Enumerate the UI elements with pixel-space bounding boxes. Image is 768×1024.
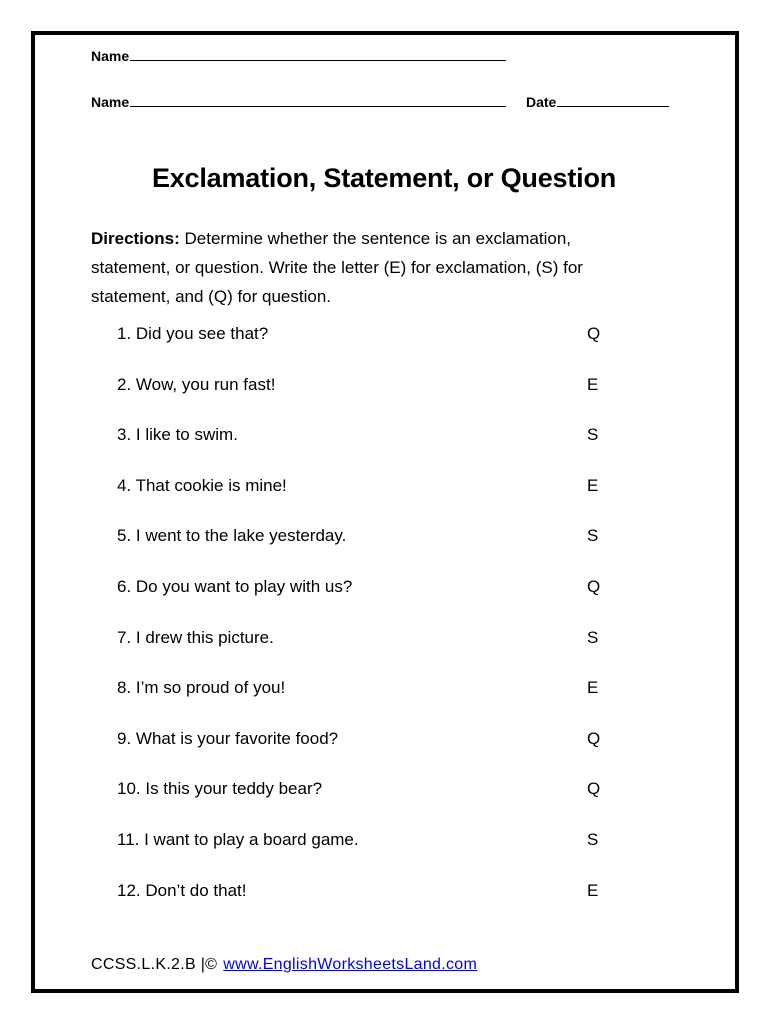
directions-label: Directions: <box>91 229 180 248</box>
question-row <box>117 322 617 346</box>
answer-letter: E <box>587 881 599 900</box>
answer-letter: Q <box>587 779 601 798</box>
question-row <box>117 727 617 751</box>
question-row <box>117 828 617 852</box>
question-row <box>117 474 617 498</box>
answer-letter: S <box>587 526 599 545</box>
question-text: 3. I like to swim. <box>117 425 238 444</box>
website-link[interactable]: www.EnglishWorksheetsLand.com <box>223 956 478 973</box>
answer-letter: E <box>587 678 599 697</box>
standard-code: CCSS.L.K.2.B |© <box>91 956 218 973</box>
answer-letter: E <box>587 476 599 495</box>
answer-letter: Q <box>587 729 601 748</box>
question-text: 12. Don’t do that! <box>117 881 247 900</box>
question-text: 4. That cookie is mine! <box>117 476 287 495</box>
name-blank[interactable] <box>130 94 506 107</box>
answer-letter: E <box>587 375 599 394</box>
name-line-1 <box>91 48 506 64</box>
question-row <box>117 676 617 700</box>
question-row <box>117 575 617 599</box>
question-text: 5. I went to the lake yesterday. <box>117 526 347 545</box>
question-text: 1. Did you see that? <box>117 324 269 343</box>
question-text: 2. Wow, you run fast! <box>117 375 276 394</box>
answer-letter: Q <box>587 324 601 343</box>
directions-text: Determine whether the sentence is an exclamation, statement, or question. Write the letter (E) for exclamation, (S) for statement, and (Q) for question. <box>91 229 583 306</box>
answer-letter: S <box>587 830 599 849</box>
name-label: Name <box>91 94 130 110</box>
date-line <box>526 94 669 110</box>
question-row <box>117 373 617 397</box>
directions <box>91 224 651 311</box>
question-text: 10. Is this your teddy bear? <box>117 779 323 798</box>
name-label: Name <box>91 48 130 64</box>
question-row <box>117 626 617 650</box>
answer-letter: S <box>587 425 599 444</box>
footer <box>91 956 477 974</box>
question-text: 11. I want to play a board game. <box>117 830 359 849</box>
question-row <box>117 423 617 447</box>
question-text: 8. I’m so proud of you! <box>117 678 286 697</box>
question-row <box>117 879 617 903</box>
worksheet-title: Exclamation, Statement, or Question <box>151 163 617 193</box>
name-blank[interactable] <box>130 48 506 61</box>
question-text: 7. I drew this picture. <box>117 628 274 647</box>
date-label: Date <box>526 94 557 110</box>
question-row <box>117 777 617 801</box>
date-blank[interactable] <box>557 94 669 107</box>
question-text: 6. Do you want to play with us? <box>117 577 353 596</box>
question-text: 9. What is your favorite food? <box>117 729 339 748</box>
name-line-2 <box>91 94 506 110</box>
answer-letter: Q <box>587 577 601 596</box>
answer-letter: S <box>587 628 599 647</box>
question-row <box>117 524 617 548</box>
